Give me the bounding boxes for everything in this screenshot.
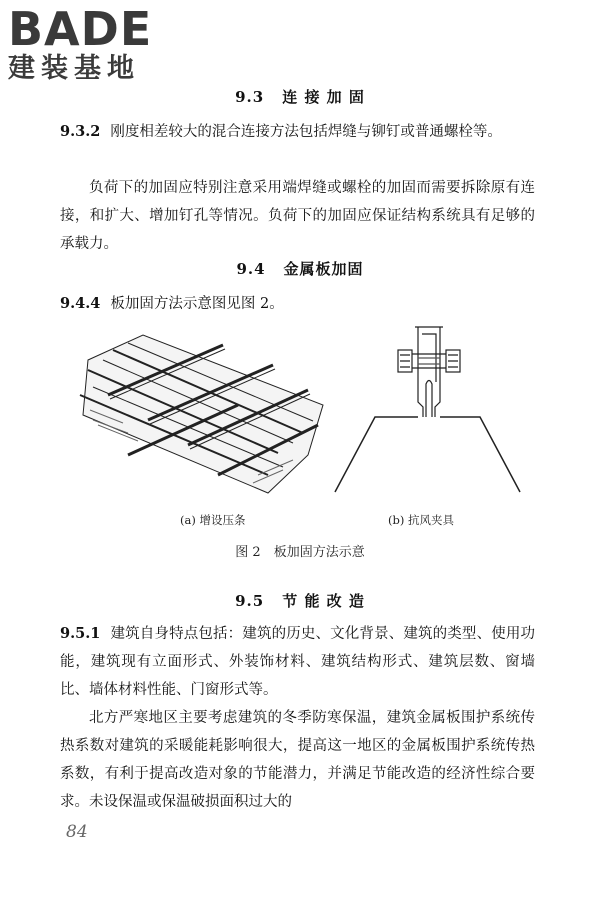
section-heading-9-5 <box>0 590 600 611</box>
clause-number: 9.5.1 <box>60 625 101 642</box>
paragraph-9-3-2-b: 负荷下的加固应特别注意采用端焊缝或螺栓的加固而需要拆除原有连接，和扩大、增加钉孔等情况。负荷下的加固应保证结构系统具有足够的承载力。 <box>60 180 535 252</box>
section-number: 9.3 <box>235 88 265 106</box>
section-title-text: 连 接 加 固 <box>282 88 365 106</box>
section-number: 9.4 <box>236 260 266 278</box>
figure-a-caption: (a) 增设压条 <box>180 513 246 527</box>
section-number: 9.5 <box>235 592 265 610</box>
section-heading-9-3 <box>0 86 600 107</box>
figure-a-batten-diagram <box>68 325 333 495</box>
brand-logo <box>8 2 178 84</box>
section-title-text: 节 能 改 造 <box>282 592 365 610</box>
brand-logo-subtitle: 建装基地 <box>8 53 140 84</box>
clause-text: 板加固方法示意图见图 2。 <box>110 296 284 312</box>
brand-logo-text: BADE <box>8 2 153 56</box>
section-heading-9-4 <box>0 258 600 279</box>
section-title-text: 金属板加固 <box>283 260 364 278</box>
figure-b-clamp-diagram <box>330 322 530 502</box>
paragraph-9-5-1-b: 北方严寒地区主要考虑建筑的冬季防寒保温，建筑金属板围护系统传热系数对建筑的采暖能耗影响很大，提高这一地区的金属板围护系统传热系数，有利于提高改造对象的节能潜力，并满足节能改造的经济性综合要求。未设保温或保温破损面积过大的 <box>60 710 535 810</box>
page-number: 84 <box>66 822 88 842</box>
clause-9-4-4 <box>60 290 535 318</box>
clause-text: 建筑自身特点包括：建筑的历史、文化背景、建筑的类型、使用功能，建筑现有立面形式、外装饰材料、建筑结构形式、建筑层数、窗墙比、墙体材料性能、门窗形式等。 <box>60 626 535 698</box>
clause-text: 刚度相差较大的混合连接方法包括焊缝与铆钉或普通螺栓等。 <box>110 124 502 140</box>
clause-9-5-1 <box>60 620 535 704</box>
clause-9-3-2 <box>60 118 535 146</box>
clause-number: 9.3.2 <box>60 123 101 140</box>
figure-caption: 图 2 板加固方法示意 <box>235 545 365 560</box>
figure-b-caption: (b) 抗风夹具 <box>388 513 454 527</box>
clause-number: 9.4.4 <box>60 295 101 312</box>
